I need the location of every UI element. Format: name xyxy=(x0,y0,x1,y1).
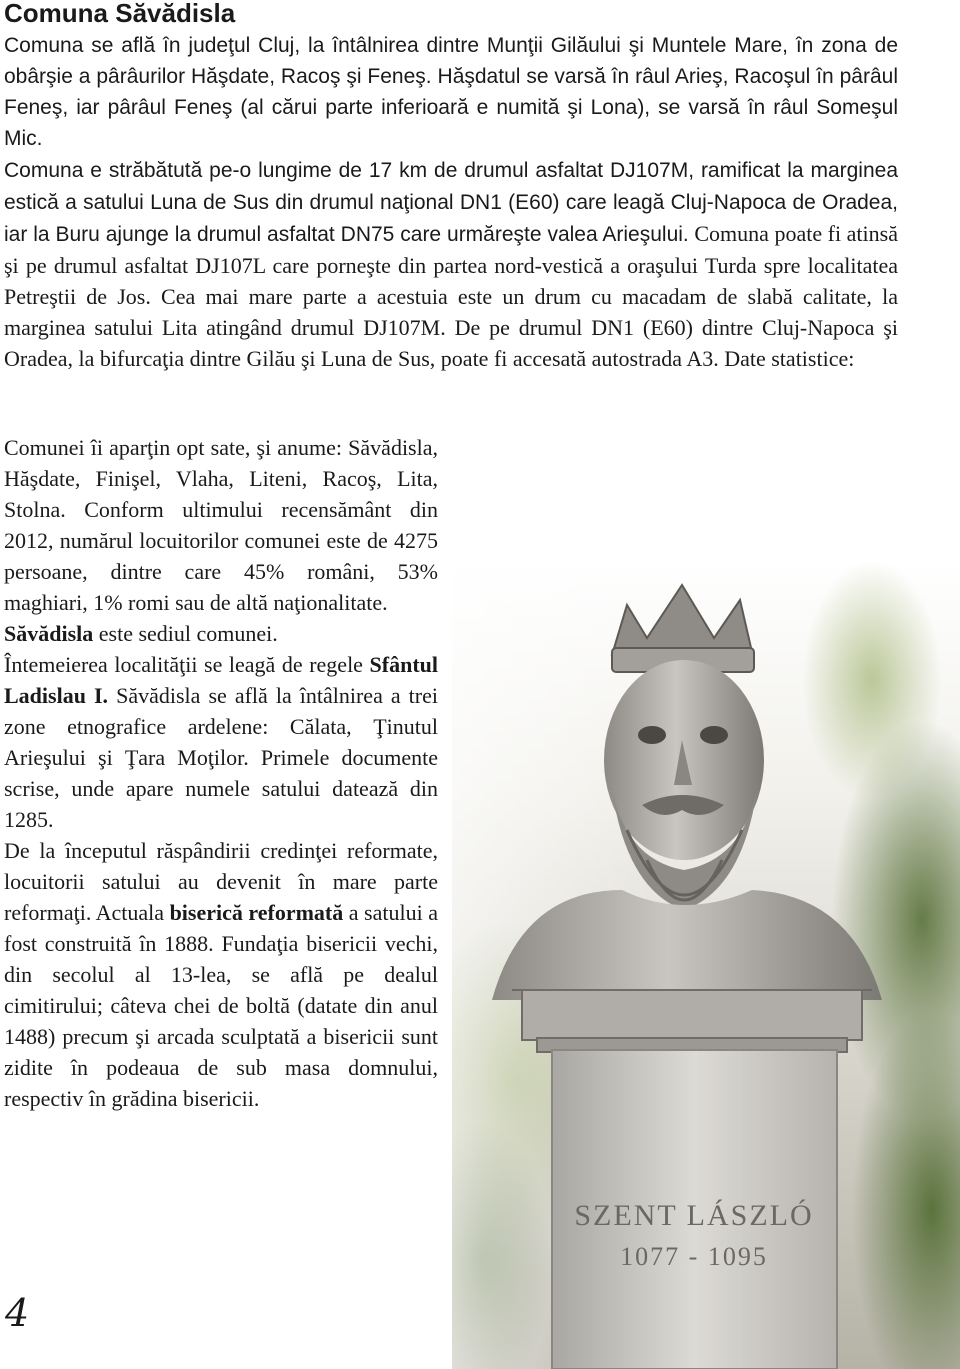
pedestal-inscription-name: SZENT LÁSZLÓ xyxy=(574,1199,814,1232)
reformed-text-a: De la începutul răspândirii credinţei reformate, locuitorii satului au devenit în mare parte reformaţi. Actuala xyxy=(4,838,438,925)
founding-text-a: Întemeierea localităţii se leagă de regele xyxy=(4,652,370,677)
page-title: Comuna Săvădisla xyxy=(4,0,236,28)
seat-text: este sediul comunei. xyxy=(93,621,278,646)
founding-king: Sfântul Ladislau I. xyxy=(4,652,438,708)
intro-paragraph-geography: Comuna se află în judeţul Cluj, la întâlnirea dintre Munţii Gilăului şi Muntele Mare, în zona de obârşie a pârâurilor Hăşdate, Racoş şi Feneş. Hăşdatul se varsă în râul Arieş, Racoşul în pârâul Feneş, iar pârâul Feneş (al cărui parte inferioară e numită şi Lona), se varsă în râul Someşul Mic. xyxy=(4,34,898,150)
roads-text-serif: Comuna poate fi atinsă şi pe drumul asfaltat DJ107L care porneşte din partea nord-vestică a oraşului Turda spre localitatea Petreştii de Jos. Cea mai mare parte a acestuia este un drum cu macadam de slabă calitate, la marginea satului Lita atingând drumul DJ107M. De pe drumul DN1 (E60) dintre Cluj-Napoca şi Oradea, la bifurcaţia dintre Gilău şi Luna de Sus, poate fi accesată autostrada A3. Date statistice: xyxy=(4,221,898,371)
reformed-paragraph xyxy=(4,835,438,1114)
pedestal-inscription-years: 1077 - 1095 xyxy=(620,1242,768,1271)
founding-paragraph xyxy=(4,649,438,835)
founding-text-b: Săvădisla se află la întâlnirea a trei zone etnografice ardelene: Călata, Ţinutul Arieşului şi Ţara Moţilor. Primele documente scrise, unde apare numele satului datează din 1285. xyxy=(4,683,438,832)
intro-paragraph-roads xyxy=(4,154,898,374)
narrow-text-column xyxy=(4,432,438,1114)
statue-photo xyxy=(452,560,960,1369)
seat-name: Săvădisla xyxy=(4,621,94,646)
villages-paragraph: Comunei îi aparţin opt sate, şi anume: Săvădisla, Hăşdate, Finişel, Vlaha, Liteni, Racoş, Lita, Stolna. Conform ultimului recensământ din 2012, numărul locuitorilor comunei este de 4275 persoane, dintre care 45% români, 53% maghiari, 1% romi sau de altă naţionalitate. xyxy=(4,435,438,615)
roads-text-sans: Comuna e străbătută pe-o lungime de 17 km de drumul asfaltat DJ107M, ramificat la marginea estică a satului Luna de Sus din drumul naţional DN1 (E60) care leagă Cluj-Napoca de Oradea, iar la Buru ajunge la drumul asfaltat DN75 care urmăreşte valea Arieşului. xyxy=(4,159,898,246)
reformed-church: biserică reformată xyxy=(169,900,344,925)
reformed-text-b: a satului a fost construită în 1888. Fundaţia bisericii vechi, din secolul al 13-lea, se află pe dealul cimitirului; câteva chei de boltă (datate din anul 1488) precum şi arcada sculptată a bisericii sunt zidite în podeaua de sub masa domnului, respectiv în grădina bisericii. xyxy=(4,900,438,1111)
page-number: 4 xyxy=(5,1291,30,1335)
seat-paragraph xyxy=(4,618,438,649)
